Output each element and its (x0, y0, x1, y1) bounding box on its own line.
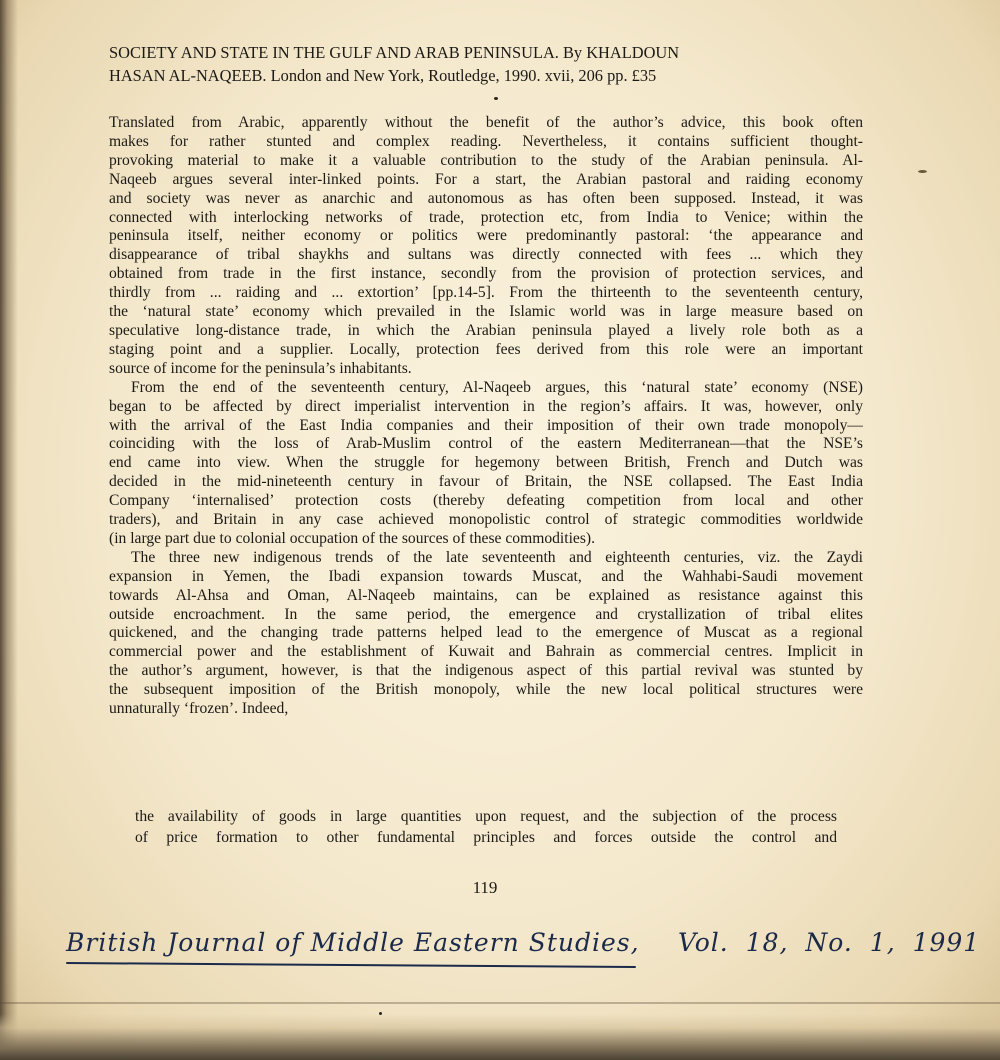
text-line: Company ‘internalised’ protection costs (thereby defeating competition from local and other (109, 492, 863, 510)
text-line: the subsequent imposition of the British monopoly, while the new local political structures were (109, 681, 863, 699)
text-line: disappearance of tribal shaykhs and sultans was directly connected with fees ... which they (109, 246, 863, 264)
text-line: source of income for the peninsula’s inhabitants. (109, 359, 412, 377)
text-line: commercial power and the establishment of Kuwait and Bahrain as commercial centres. Implicit in (109, 643, 863, 661)
text-line: towards Al-Ahsa and Oman, Al-Naqeeb maintains, can be explained as resistance against this (109, 586, 863, 604)
text-line: the author’s argument, however, is that the indigenous aspect of this partial revival was stunted by (109, 662, 863, 680)
paragraph-1 (109, 114, 863, 379)
text-line: speculative long-distance trade, in which the Arabian peninsula played a lively role both as a (109, 321, 863, 339)
text-line: From the end of the seventeenth century, Al-Naqeeb argues, this ‘natural state’ economy (NSE) (131, 378, 863, 396)
page-fold (0, 1002, 1000, 1004)
page-number: 119 (472, 878, 498, 897)
text-line: coinciding with the loss of Arab-Muslim control of the eastern Mediterranean—that the NSE’s (109, 435, 863, 453)
quote-line-1: the availability of goods in large quantities upon request, and the subjection of the process (135, 808, 837, 825)
block-quote (135, 807, 837, 848)
ink-speck (494, 97, 498, 100)
handwritten-citation (66, 928, 981, 968)
text-line: the ‘natural state’ economy which prevailed in the Islamic world was in large measure based on (109, 303, 863, 321)
ink-speck (918, 170, 927, 173)
text-line: began to be affected by direct imperialist intervention in the region’s affairs. It was, however, only (109, 397, 863, 415)
paragraph-2 (109, 379, 863, 549)
review-body (109, 114, 863, 719)
review-heading (109, 41, 869, 87)
handwritten-journal-name: British Journal of Middle Eastern Studies, (66, 928, 640, 957)
text-line: (in large part due to colonial occupation of the sources of these commodities). (109, 529, 596, 547)
ink-speck (379, 1012, 382, 1015)
text-line: outside encroachment. In the same period, the emergence and crystallization of tribal elites (109, 605, 863, 623)
scan-edge-left (0, 0, 18, 1060)
text-line: Translated from Arabic, apparently without the benefit of the author’s advice, this book often (109, 114, 863, 131)
handwritten-volume-reference: Vol. 18, No. 1, 1991 (678, 928, 981, 957)
text-line: thirdly from ... raiding and ... extortion’ [pp.14-5]. From the thirteenth to the seventeenth century, (109, 284, 863, 302)
heading-line-1: SOCIETY AND STATE IN THE GULF AND ARAB PENINSULA. By KHALDOUN (109, 43, 680, 62)
text-line: quickened, and the changing trade patterns helped lead to the emergence of Muscat as a regional (109, 624, 863, 642)
text-line: The three new indigenous trends of the late seventeenth and eighteenth centuries, viz. the Zaydi (131, 548, 863, 566)
text-line: with the arrival of the East India companies and their imposition of their own trade monopoly— (109, 416, 863, 434)
paragraph-3 (109, 549, 863, 719)
heading-line-2: HASAN AL-NAQEEB. London and New York, Routledge, 1990. xvii, 206 pp. £35 (109, 66, 657, 85)
text-line: obtained from trade in the first instance, secondly from the provision of protection services, and (109, 265, 863, 283)
text-line: connected with interlocking networks of trade, protection etc, from India to Venice; within the (109, 208, 863, 226)
text-line: Naqeeb argues several inter-linked points. For a start, the Arabian pastoral and raiding economy (109, 170, 863, 188)
quote-line-2: of price formation to other fundamental principles and forces outside the control and (135, 828, 837, 846)
text-line: peninsula itself, neither economy or politics were predominantly pastoral: ‘the appearance and (109, 227, 863, 245)
text-line: staging point and a supplier. Locally, protection fees derived from this role were an important (109, 340, 863, 358)
scan-edge-bottom (0, 1014, 1000, 1060)
text-line: decided in the mid-nineteenth century in favour of Britain, the NSE collapsed. The East India (109, 473, 863, 491)
text-line: expansion in Yemen, the Ibadi expansion towards Muscat, and the Wahhabi-Saudi movement (109, 567, 863, 585)
handwritten-underline (66, 962, 636, 968)
text-line: provoking material to make it a valuable contribution to the study of the Arabian peninsula. Al- (109, 151, 863, 169)
text-line: makes for rather stunted and complex reading. Nevertheless, it contains sufficient thought- (109, 132, 863, 150)
text-line: unnaturally ‘frozen’. Indeed, (109, 700, 289, 718)
text-line: traders), and Britain in any case achieved monopolistic control of strategic commodities worldwide (109, 511, 863, 529)
text-line: and society was never as anarchic and autonomous as has often been supposed. Instead, it was (109, 189, 863, 207)
text-line: end came into view. When the struggle for hegemony between British, French and Dutch was (109, 454, 863, 472)
